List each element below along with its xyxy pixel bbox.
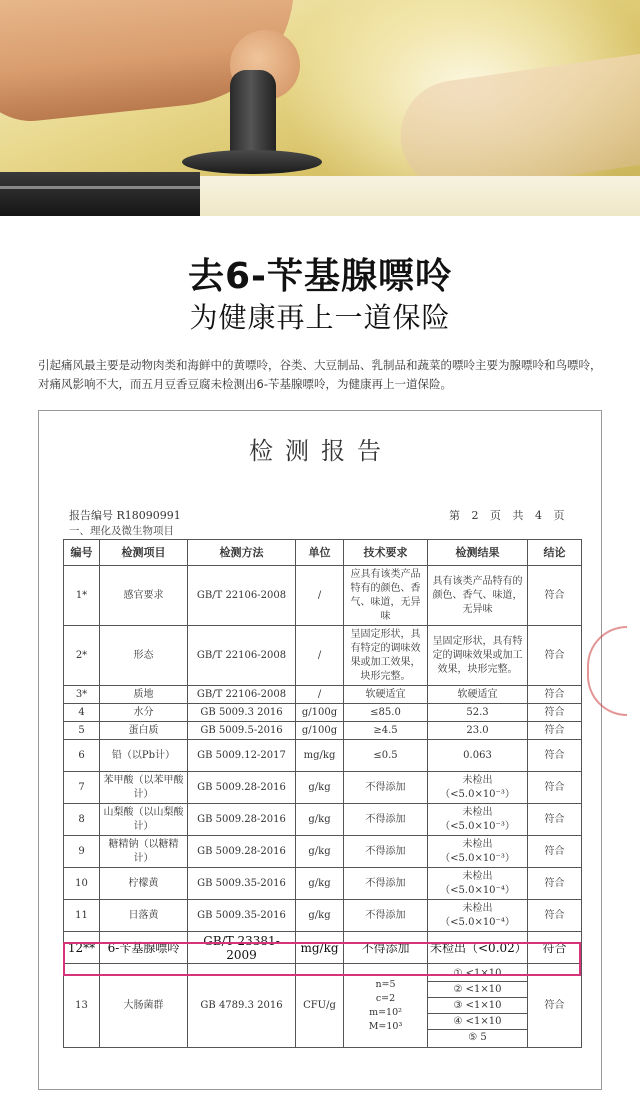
- cell-unit: CFU/g: [296, 964, 344, 1048]
- cell-conclusion: 符合: [528, 868, 582, 900]
- cell-requirement: 应具有该类产品特有的颜色、香气、味道，无异味: [344, 566, 428, 626]
- cell-unit: g/kg: [296, 772, 344, 804]
- cell-unit: /: [296, 566, 344, 626]
- cell-item: 苯甲酸（以苯甲酸计）: [100, 772, 188, 804]
- cell-no: 6: [64, 740, 100, 772]
- cell-item: 水分: [100, 704, 188, 722]
- cell-unit: g/100g: [296, 722, 344, 740]
- cell-requirement: 不得添加: [344, 804, 428, 836]
- condition: m=10²: [369, 1006, 402, 1018]
- cell-conclusion: 符合: [528, 804, 582, 836]
- table-row: [64, 900, 582, 932]
- micro-conditions: [346, 978, 425, 1034]
- cell-requirement: 不得添加: [344, 836, 428, 868]
- cell-result: 未检出（<5.0×10⁻³）: [428, 804, 528, 836]
- cell-method: GB 5009.5-2016: [188, 722, 296, 740]
- table-row: [64, 704, 582, 722]
- micro-result: ② <1×10: [428, 982, 527, 998]
- cell-unit: g/kg: [296, 868, 344, 900]
- cell-no: 3*: [64, 686, 100, 704]
- cell-item: 日落黄: [100, 900, 188, 932]
- cell-conclusion: 符合: [528, 932, 582, 964]
- red-seal-stamp: [587, 626, 627, 716]
- condition: M=10³: [368, 1020, 403, 1032]
- cell-requirement: 不得添加: [344, 868, 428, 900]
- cell-unit: g/kg: [296, 900, 344, 932]
- cell-item: 铅（以Pb计）: [100, 740, 188, 772]
- cell-no: 9: [64, 836, 100, 868]
- col-header: 结论: [528, 540, 582, 566]
- cell-requirement: ≤0.5: [344, 740, 428, 772]
- cell-conclusion: 符合: [528, 836, 582, 868]
- cell-method: GB 5009.28-2016: [188, 804, 296, 836]
- cell-item: 质地: [100, 686, 188, 704]
- table-row: [64, 686, 582, 704]
- cell-method: GB 5009.12-2017: [188, 740, 296, 772]
- cell-item: 山梨酸（以山梨酸计）: [100, 804, 188, 836]
- cell-conclusion: 符合: [528, 772, 582, 804]
- hero-binder: [0, 172, 200, 216]
- report-page-info: 第 2 页 共 4 页: [449, 509, 565, 522]
- cell-method: GB/T 23381-2009: [188, 932, 296, 964]
- micro-result: ⑤ 5: [468, 1031, 487, 1043]
- cell-result: 呈固定形状，具有特定的调味效果或加工效果，块形完整。: [428, 626, 528, 686]
- table-row: [64, 626, 582, 686]
- cell-conclusion: 符合: [528, 740, 582, 772]
- cell-result: 未检出（<5.0×10⁻³）: [428, 836, 528, 868]
- cell-method: GB/T 22106-2008: [188, 566, 296, 626]
- cell-conclusion: 符合: [528, 704, 582, 722]
- table-row: [64, 566, 582, 626]
- cell-item: 形态: [100, 626, 188, 686]
- condition: n=5: [375, 978, 396, 990]
- cell-result: 具有该类产品特有的颜色、香气、味道，无异味: [428, 566, 528, 626]
- col-header: 检测方法: [188, 540, 296, 566]
- cell-method: GB/T 22106-2008: [188, 626, 296, 686]
- cell-requirement: 不得添加: [344, 772, 428, 804]
- intro-paragraph: 引起痛风最主要是动物肉类和海鲜中的黄嘌呤，谷类、大豆制品、乳制品和蔬菜的嘌呤主要为腺嘌呤和鸟嘌呤，对痛风影响不大，而五月豆香豆腐未检测出6-苄基腺嘌呤，为健康再上一道保险。: [38, 358, 602, 391]
- hero-photo: [0, 0, 640, 216]
- cell-unit: g/100g: [296, 704, 344, 722]
- cell-method: GB/T 22106-2008: [188, 686, 296, 704]
- col-header: 编号: [64, 540, 100, 566]
- table-row: [64, 868, 582, 900]
- cell-method: GB 5009.35-2016: [188, 868, 296, 900]
- report-section: 一、理化及微生物项目: [69, 525, 174, 537]
- cell-unit: g/kg: [296, 836, 344, 868]
- cell-result: 软硬适宜: [428, 686, 528, 704]
- cell-result: 未检出（<5.0×10⁻⁴）: [428, 900, 528, 932]
- cell-unit: mg/kg: [296, 932, 344, 964]
- stamp-handle: [230, 70, 276, 160]
- test-report: [38, 410, 602, 1090]
- report-number: 报告编号 R18090991: [69, 509, 181, 522]
- col-header: 技术要求: [344, 540, 428, 566]
- cell-item: 蛋白质: [100, 722, 188, 740]
- hero-binder-line: [0, 186, 200, 189]
- cell-item: 糖精钠（以糖精计）: [100, 836, 188, 868]
- cell-result: 未检出（<5.0×10⁻⁴）: [428, 868, 528, 900]
- stamp-base: [182, 150, 322, 174]
- page-title: 去6-苄基腺嘌呤: [188, 256, 452, 297]
- cell-conclusion: 符合: [528, 686, 582, 704]
- condition: c=2: [375, 992, 396, 1004]
- cell-result: 未检出（<5.0×10⁻³）: [428, 772, 528, 804]
- cell-requirement: 软硬适宜: [344, 686, 428, 704]
- col-header: 检测项目: [100, 540, 188, 566]
- table-row: [64, 722, 582, 740]
- cell-item: 6-苄基腺嘌呤: [100, 932, 188, 964]
- micro-results: [428, 966, 527, 1046]
- cell-unit: g/kg: [296, 804, 344, 836]
- cell-no: 8: [64, 804, 100, 836]
- cell-no: 4: [64, 704, 100, 722]
- cell-no: 11: [64, 900, 100, 932]
- cell-conclusion: 符合: [528, 722, 582, 740]
- cell-result: 0.063: [428, 740, 528, 772]
- cell-method: GB 5009.28-2016: [188, 772, 296, 804]
- cell-result: 未检出（<0.02）: [428, 932, 528, 964]
- micro-result: ③ <1×10: [428, 998, 527, 1014]
- cell-no: 1*: [64, 566, 100, 626]
- micro-result: ① <1×10: [428, 966, 527, 982]
- cell-unit: mg/kg: [296, 740, 344, 772]
- cell-method: GB 5009.28-2016: [188, 836, 296, 868]
- cell-method: GB 5009.35-2016: [188, 900, 296, 932]
- table-row: [64, 772, 582, 804]
- table-row-highlighted: [64, 932, 582, 964]
- cell-method: GB 4789.3 2016: [188, 964, 296, 1048]
- cell-requirement: 呈固定形状，具有特定的调味效果或加工效果，块形完整。: [344, 626, 428, 686]
- cell-result: [428, 964, 528, 1048]
- cell-result: 23.0: [428, 722, 528, 740]
- cell-no: 5: [64, 722, 100, 740]
- cell-method: GB 5009.3 2016: [188, 704, 296, 722]
- cell-requirement: ≥4.5: [344, 722, 428, 740]
- table-row: [64, 964, 582, 1048]
- cell-unit: /: [296, 626, 344, 686]
- cell-requirement: 不得添加: [344, 932, 428, 964]
- cell-no: 7: [64, 772, 100, 804]
- cell-requirement: 不得添加: [344, 900, 428, 932]
- cell-item: 柠檬黄: [100, 868, 188, 900]
- cell-requirement: [344, 964, 428, 1048]
- cell-item: 大肠菌群: [100, 964, 188, 1048]
- micro-result: ④ <1×10: [428, 1014, 527, 1030]
- results-table: [63, 539, 582, 1048]
- cell-conclusion: 符合: [528, 566, 582, 626]
- report-title: 检测报告: [249, 437, 393, 465]
- table-row: [64, 804, 582, 836]
- cell-no: 2*: [64, 626, 100, 686]
- page-subtitle: 为健康再上一道保险: [189, 301, 451, 334]
- cell-no: 12**: [64, 932, 100, 964]
- cell-no: 10: [64, 868, 100, 900]
- cell-conclusion: 符合: [528, 964, 582, 1048]
- cell-no: 13: [64, 964, 100, 1048]
- col-header: 检测结果: [428, 540, 528, 566]
- cell-item: 感官要求: [100, 566, 188, 626]
- table-row: [64, 836, 582, 868]
- table-row: [64, 740, 582, 772]
- cell-requirement: ≤85.0: [344, 704, 428, 722]
- cell-result: 52.3: [428, 704, 528, 722]
- col-header: 单位: [296, 540, 344, 566]
- table-header-row: [64, 540, 582, 566]
- cell-unit: /: [296, 686, 344, 704]
- cell-conclusion: 符合: [528, 626, 582, 686]
- cell-conclusion: 符合: [528, 900, 582, 932]
